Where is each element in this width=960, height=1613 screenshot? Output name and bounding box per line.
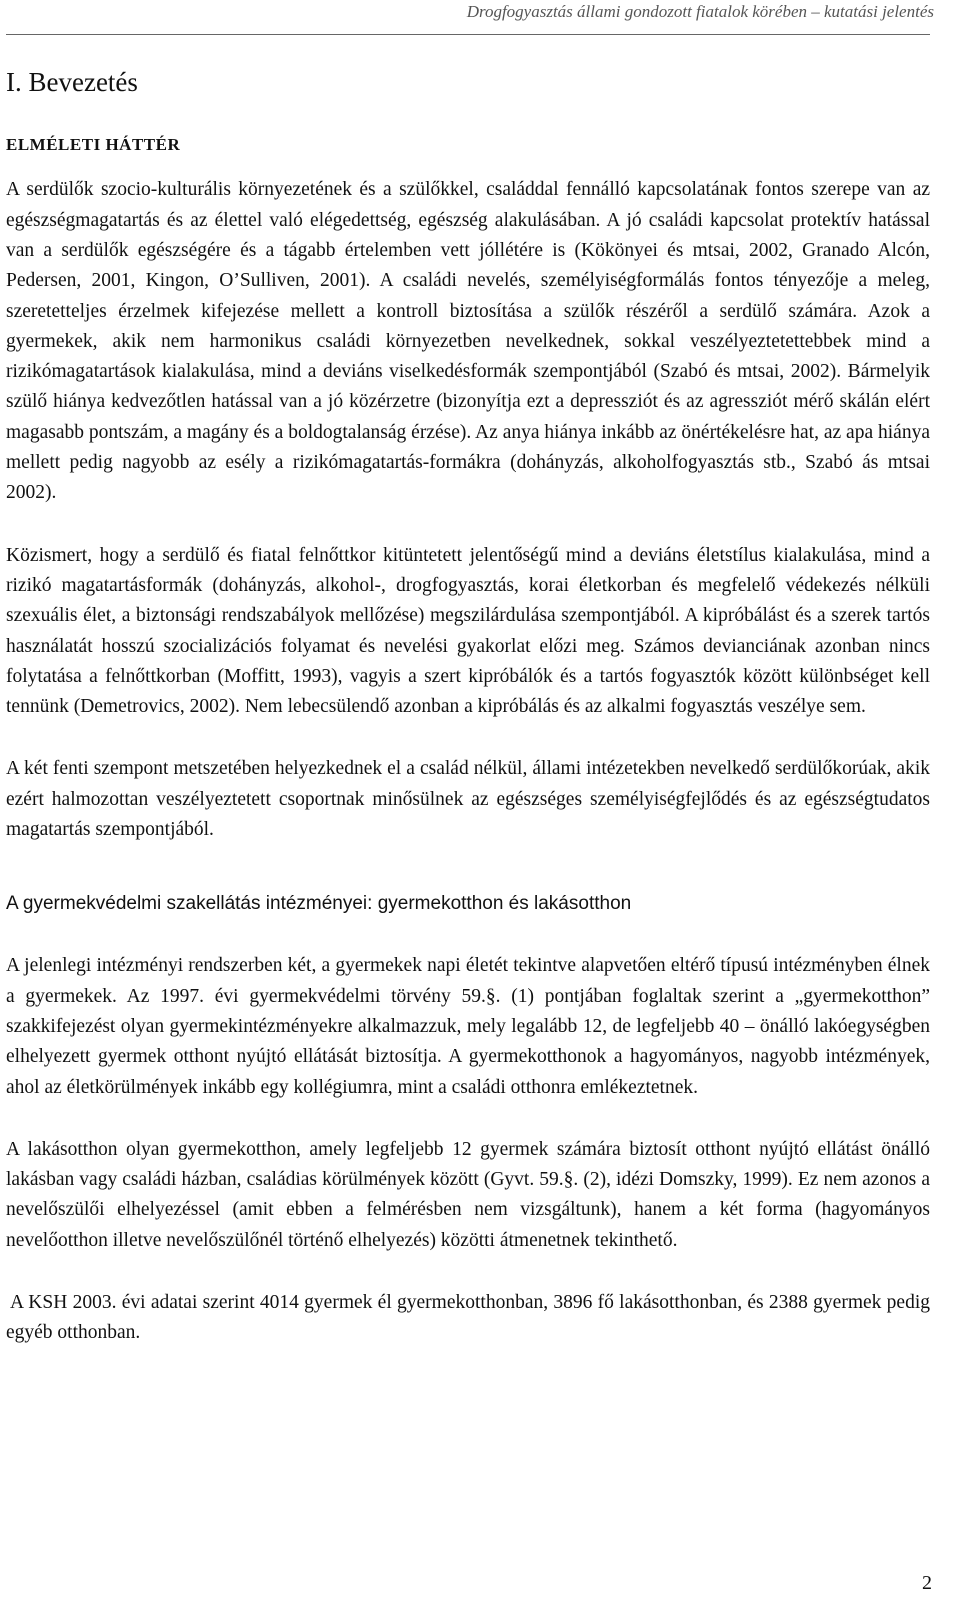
chapter-title: I. Bevezetés — [6, 67, 138, 97]
running-header: Drogfogyasztás állami gondozott fiatalok körében – kutatási jelentés — [466, 2, 934, 21]
paragraph-ksh-statistics — [6, 1288, 930, 1349]
page-body — [6, 66, 930, 1381]
paragraph-adolescence: Közismert, hogy a serdülő és fiatal felnőttkor kitüntetett jelentőségű mind a deviáns életstílus kialakulása, mind a rizikó magatartásformák (dohányzás, alkohol-, drogfogyasztás, korai életkorban és megfelelő védekezés nélküli szexuális élet, a biztonsági rendszabályok mellőzése) megszilárdulása szempontjából. A kipróbálást és a szerek tartós használatát hosszú szocializációs folyamat és nevelési gyakorlat előzi meg. Számos devianciának azonban nincs folytatása a felnőttkorban (Moffitt, 1993), vagyis a szert kipróbálók és a tartós fogyasztók között különbséget kell tennünk (Demetrovics, 2002). Nem lebecsülendő azonban a kipróbálás és az alkalmi fogyasztás veszélye sem. — [6, 544, 930, 718]
ksh-statistics-text: A KSH 2003. évi adatai szerint 4014 gyermek él gyermekotthonban, 3896 fő lakásotthonban, és 2388 gyermek pedig egyéb otthonban. — [6, 1292, 930, 1344]
paragraph-intersection: A két fenti szempont metszetében helyezkednek el a család nélkül, állami intézetekben nevelkedő serdülőkorúak, akik ezért halmozottan veszélyeztetett csoportnak minősülnek az egészséges személyiségfejlődés és az egészségtudatos magatartás szempontjából. — [6, 758, 930, 841]
paragraph-children-home: A jelenlegi intézményi rendszerben két, a gyermekek napi életét tekintve alapvetően eltérő típusú intézményben élnek a gyermekek. Az 1997. évi gyermekvédelmi törvény 59.§. (1) pontjában foglaltak szerint a „gyermekotthon” szakkifejezést olyan gyermekintézményekre alkalmazzuk, mely legalább 12, de legfeljebb 40 – önálló lakóegységben elhelyezett gyermek otthont nyújtó ellátását biztosítja. A gyermekotthonok a hagyományos, nagyobb intézmények, ahol az életkörülmények inkább egy kollégiumra, mint a családi otthonra emlékeztetnek. — [6, 955, 930, 1098]
paragraph-background: A serdülők szocio-kulturális környezetének és a szülőkkel, családdal fennálló kapcsolatának fontos szerepe van az egészségmagatartás és az élettel való elégedettség, egészség alakulásában. A jó családi kapcsolat protektív hatással van a serdülők egészségére és a tágabb értelemben vett jóllétére is (Kökönyei és mtsai, 2002, Granado Alcón, Pedersen, 2001, Kingon, O’Sulliven, 2001). A családi nevelés, személyiségformálás fontos tényezője a meleg, szeretetteljes érzelmek kifejezése mellett a kontroll biztosítása a szülők részéről a serdülő számára. Azok a gyermekek, akik nem harmonikus családi környezetben nevelkednek, sokkal veszélyeztetettebbek mind a rizikómagatartások kialakulása, mind a deviáns viselkedésformák szempontjából (Szabó és mtsai, 2002). Bármelyik szülő hiánya kedvezőtlen hatással van a jó közérzetre (bizonyítja ezt a depressziót és az agressziót mérő skálán elért magasabb pontszám, a magány és a boldogtalanság érzése). Az anya hiánya inkább az önértékelésre hat, az apa hiánya mellett pedig nagyobb az esély a rizikómagatartás-formákra (dohányzás, alkoholfogyasztás stb., Szabó ás mtsai 2002). — [6, 179, 930, 504]
subsection-title: A gyermekvédelmi szakellátás intézményei: gyermekotthon és lakásotthon — [6, 893, 632, 915]
paragraph-apartment-home: A lakásotthon olyan gyermekotthon, amely legfeljebb 12 gyermek számára biztosít otthont nyújtó ellátást önálló lakásban vagy családi házban, családias körülmények között (Gyvt. 59.§. (2), idézi Domszky, 1999). Ez nem azonos a nevelőszülői elhelyezéssel (amit ebben a felmérésben nem vizsgáltunk), hanem a két forma (hagyományos nevelőotthon illetve nevelőszülőnél történő elhelyezés) közötti átmenetnek tekinthető. — [6, 1138, 930, 1251]
page-number: 2 — [922, 1572, 932, 1594]
section-title: ELMÉLETI HÁTTÉR — [6, 135, 181, 155]
header-divider — [6, 34, 930, 35]
